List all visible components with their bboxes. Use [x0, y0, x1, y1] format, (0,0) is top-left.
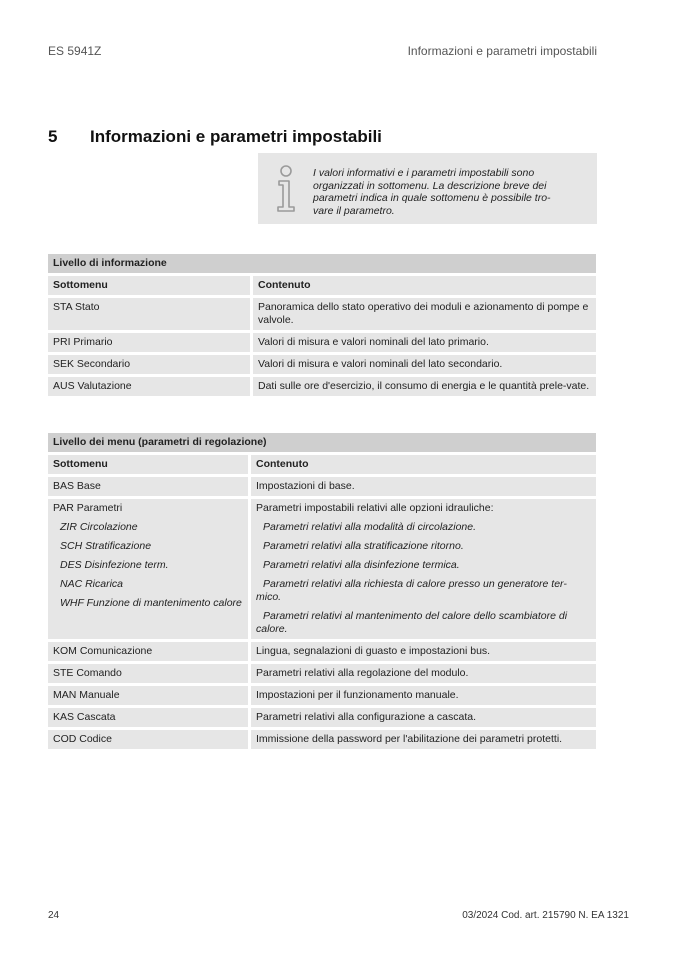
- content-cell: Impostazioni di base.: [251, 477, 596, 496]
- sub-submenu-label: ZIR Circolazione: [60, 521, 138, 533]
- info-note-line: organizzati in sottomenu. La descrizione breve dei: [313, 179, 547, 192]
- info-note-line: vare il parametro.: [313, 204, 395, 217]
- sub-submenu-label: WHF Funzione di mantenimento calore: [60, 597, 242, 609]
- content-cell: Valori di misura e valori nominali del lato primario.: [253, 333, 596, 352]
- info-note-text: [313, 167, 583, 217]
- submenu-cell: KOM Comunicazione: [48, 642, 251, 661]
- submenu-cell: KAS Cascata: [48, 708, 251, 727]
- section-number: 5: [48, 127, 58, 146]
- content-cell: Panoramica dello stato operativo dei moduli e azionamento di pompe e valvole.: [253, 298, 596, 330]
- table-title: Livello di informazione: [48, 254, 596, 273]
- column-header-submenu: Sottomenu: [48, 455, 251, 474]
- page-number: 24: [48, 910, 60, 921]
- section-title: Informazioni e parametri impostabili: [90, 127, 382, 146]
- table-title: Livello dei menu (parametri di regolazione): [48, 433, 596, 452]
- header-model: ES 5941Z: [48, 44, 102, 58]
- content-cell: Dati sulle ore d'esercizio, il consumo di energia e le quantità prele-vate.: [253, 377, 596, 396]
- document-reference: 03/2024 Cod. art. 215790 N. EA 1321: [462, 910, 629, 921]
- sub-content-text: Parametri relativi alla disinfezione termica.: [263, 559, 460, 571]
- header-chapter-title: Informazioni e parametri impostabili: [407, 44, 597, 58]
- submenu-cell: PRI Primario: [48, 333, 253, 352]
- table-row: [48, 477, 596, 496]
- table-header-row: [48, 455, 596, 474]
- table-row: [48, 708, 596, 727]
- info-note-line: I valori informativi e i parametri impostabili sono: [313, 167, 535, 179]
- submenu-cell: SEK Secondario: [48, 355, 253, 374]
- table-row: [48, 730, 596, 749]
- sub-content-text: Parametri relativi al mantenimento del calore dello scambiatore di calore.: [256, 610, 568, 635]
- submenu-cell: STE Comando: [48, 664, 251, 683]
- table-row: [48, 333, 596, 352]
- table-row: [48, 377, 596, 396]
- table-row: [48, 355, 596, 374]
- sub-submenu-label: SCH Stratificazione: [60, 540, 152, 552]
- content-cell: Valori di misura e valori nominali del lato secondario.: [253, 355, 596, 374]
- content-cell: Parametri relativi alla configurazione a cascata.: [251, 708, 596, 727]
- sub-content-text: Parametri relativi alla modalità di circolazione.: [263, 521, 477, 533]
- menu-level-table: [48, 430, 596, 752]
- submenu-label: PAR Parametri: [53, 502, 123, 514]
- submenu-cell: AUS Valutazione: [48, 377, 253, 396]
- table-row: [48, 298, 596, 330]
- column-header-content: Contenuto: [251, 455, 596, 474]
- submenu-cell: STA Stato: [48, 298, 253, 330]
- info-icon: [272, 165, 300, 213]
- content-cell: Parametri relativi alla regolazione del modulo.: [251, 664, 596, 683]
- sub-submenu-label: NAC Ricarica: [60, 578, 124, 590]
- submenu-cell: COD Codice: [48, 730, 251, 749]
- content-cell: [251, 499, 596, 639]
- sub-content-text: Parametri relativi alla stratificazione ritorno.: [263, 540, 464, 552]
- table-header-row: [48, 276, 596, 295]
- content-cell: Impostazioni per il funzionamento manuale.: [251, 686, 596, 705]
- column-header-submenu: Sottomenu: [48, 276, 253, 295]
- info-level-table: [48, 251, 596, 399]
- table-row: [48, 499, 596, 639]
- content-cell: Immissione della password per l'abilitazione dei parametri protetti.: [251, 730, 596, 749]
- submenu-cell: [48, 499, 251, 639]
- content-text: Parametri impostabili relativi alle opzioni idrauliche:: [256, 502, 494, 514]
- sub-content-text: Parametri relativi alla richiesta di calore presso un generatore ter-mico.: [256, 578, 567, 603]
- content-cell: Lingua, segnalazioni di guasto e impostazioni bus.: [251, 642, 596, 661]
- table-row: [48, 642, 596, 661]
- info-note: [258, 153, 597, 224]
- info-note-line: parametri indica in quale sottomenu è possibile tro-: [313, 192, 551, 204]
- submenu-cell: BAS Base: [48, 477, 251, 496]
- submenu-cell: MAN Manuale: [48, 686, 251, 705]
- column-header-content: Contenuto: [253, 276, 596, 295]
- table-row: [48, 664, 596, 683]
- table-row: [48, 686, 596, 705]
- sub-submenu-label: DES Disinfezione term.: [60, 559, 169, 571]
